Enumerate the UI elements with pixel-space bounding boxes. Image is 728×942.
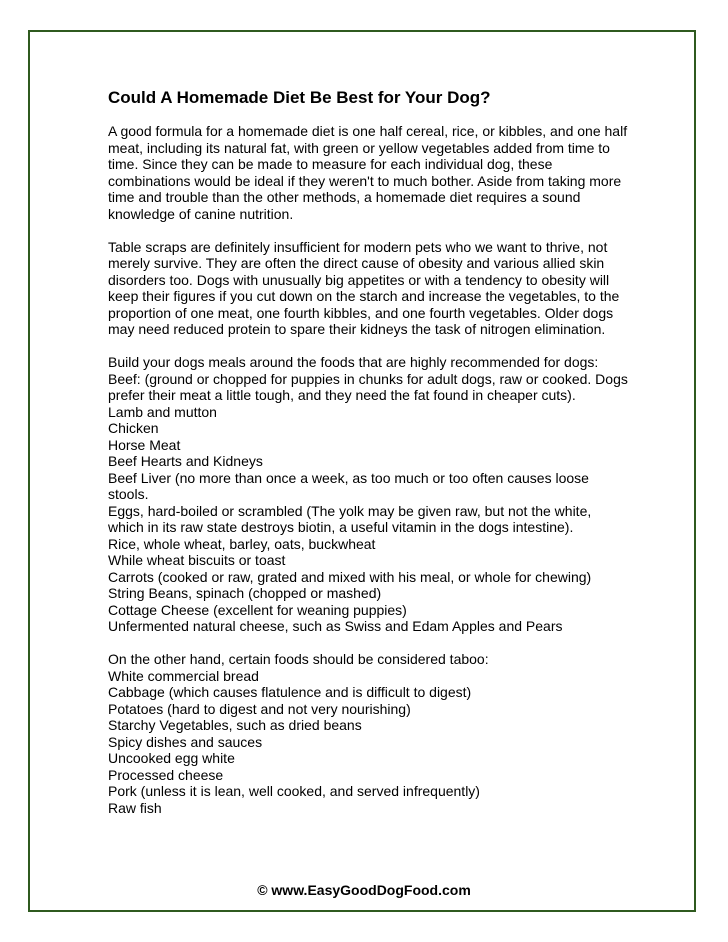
list-item: Unfermented natural cheese, such as Swiss and Edam Apples and Pears — [108, 618, 563, 634]
paragraph-homemade-formula: A good formula for a homemade diet is one half cereal, rice, or kibbles, and one half meat, including its natural fat, with green or yellow vegetables added from time to time. Since they can be made to measure for each individual dog, these combinations would be ideal if they weren't to much bother. Aside from taking more time and trouble than the other methods, a homemade diet requires a sound knowledge of canine nutrition. — [108, 123, 628, 222]
list-item: Lamb and mutton — [108, 403, 217, 420]
list-item: Potatoes (hard to digest and not very nourishing) — [108, 700, 411, 717]
list-item: Processed cheese — [108, 766, 224, 783]
list-item: Beef: (ground or chopped for puppies in chunks for adult dogs, raw or cooked. Dogs prefer their meat a little tough, and they need the fat found in cheaper cuts). — [108, 370, 628, 403]
footer-copyright: © www.EasyGoodDogFood.com — [257, 882, 471, 898]
list-item: Uncooked egg white — [108, 750, 235, 766]
document-title: Could A Homemade Diet Be Best for Your Dog? — [108, 88, 491, 107]
list-item: Horse Meat — [108, 436, 181, 453]
list-item: Eggs, hard-boiled or scrambled (The yolk may be given raw, but not the white, which in its raw state destroys biotin, a useful vitamin in the dogs intestine). — [108, 502, 592, 535]
list-item: Raw fish — [108, 799, 162, 816]
list-item: String Beans, spinach (chopped or mashed) — [108, 585, 382, 601]
list-item: Starchy Vegetables, such as dried beans — [108, 717, 362, 733]
list-item: Spicy dishes and sauces — [108, 733, 263, 750]
document-body — [108, 87, 628, 833]
paragraph-table-scraps: Table scraps are definitely insufficient for modern pets who we want to thrive, not merely survive. They are often the direct cause of obesity and various allied skin disorders too. Dogs with unusually big appetites or with a tendency to obesity will keep their figures if you cut down on the starch and increase the vegetables, to the proportion of one meat, one fourth kibbles, and one fourth vegetables. Older dogs may need reduced protein to spare their kidneys the task of nitrogen elimination. — [108, 238, 620, 337]
recommended-foods-list — [108, 354, 628, 635]
list-item: While wheat biscuits or toast — [108, 552, 286, 568]
list-item: White commercial bread — [108, 667, 259, 684]
list-item: Cottage Cheese (excellent for weaning puppies) — [108, 601, 407, 618]
list-item: Beef Hearts and Kidneys — [108, 453, 263, 469]
list-item: Beef Liver (no more than once a week, as too much or too often causes loose stools. — [108, 469, 589, 502]
list-item: Rice, whole wheat, barley, oats, buckwheat — [108, 535, 376, 552]
list-item: Pork (unless it is lean, well cooked, and served infrequently) — [108, 783, 480, 799]
list-item: Carrots (cooked or raw, grated and mixed with his meal, or whole for chewing) — [108, 568, 592, 585]
list-item: Chicken — [108, 420, 159, 436]
taboo-foods-list — [108, 651, 628, 816]
recommended-intro: Build your dogs meals around the foods that are highly recommended for dogs: — [108, 354, 599, 370]
list-item: Cabbage (which causes flatulence and is difficult to digest) — [108, 684, 472, 700]
taboo-intro: On the other hand, certain foods should be considered taboo: — [108, 651, 489, 667]
